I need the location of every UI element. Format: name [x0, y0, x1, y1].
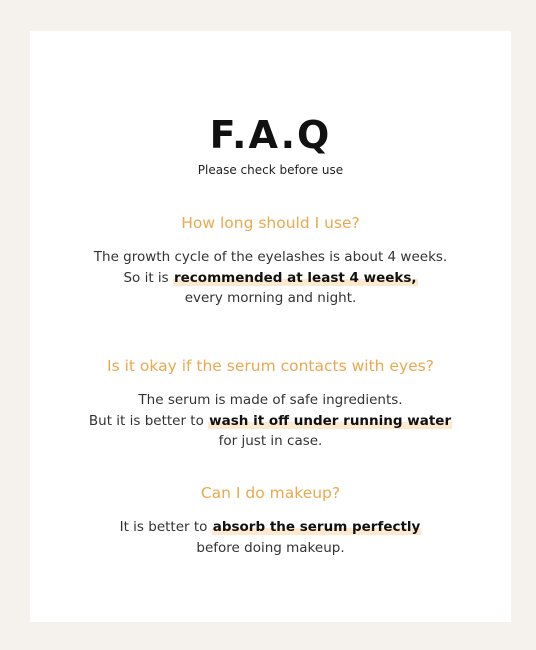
answer-text: But it is better to — [88, 412, 209, 429]
answer-text: So it is — [123, 269, 173, 286]
faq-question: Is it okay if the serum contacts with eyes? — [107, 357, 434, 375]
faq-question: How long should I use? — [181, 214, 360, 232]
faq-answer — [30, 247, 511, 309]
answer-highlight: recommended at least 4 weeks, — [173, 269, 417, 286]
answer-line — [30, 288, 511, 309]
page-title: F.A.Q — [209, 113, 332, 157]
answer-line — [30, 411, 511, 432]
answer-text: The serum is made of safe ingredients. — [138, 392, 403, 408]
answer-line — [30, 268, 511, 289]
faq-question: Can I do makeup? — [200, 484, 341, 502]
answer-highlight: wash it off under running water — [209, 412, 452, 429]
answer-text: for just in case. — [218, 433, 323, 449]
answer-text: before doing makeup. — [196, 539, 345, 556]
answer-line — [30, 390, 511, 411]
faq-item — [30, 356, 511, 452]
answer-text: The growth cycle of the eyelashes is about 4 weeks. — [93, 249, 448, 265]
answer-highlight: absorb the serum perfectly — [212, 519, 421, 535]
faq-card — [30, 31, 511, 622]
faq-answer — [30, 390, 511, 452]
faq-item — [30, 213, 511, 309]
faq-answer — [30, 517, 511, 558]
answer-line — [30, 431, 511, 452]
answer-line — [30, 247, 511, 268]
answer-line — [30, 538, 511, 559]
answer-line — [30, 517, 511, 538]
page-subtitle: Please check before use — [197, 163, 344, 177]
answer-text: every morning and night. — [184, 290, 357, 306]
answer-text: It is better to — [119, 519, 212, 535]
faq-item — [30, 483, 511, 558]
